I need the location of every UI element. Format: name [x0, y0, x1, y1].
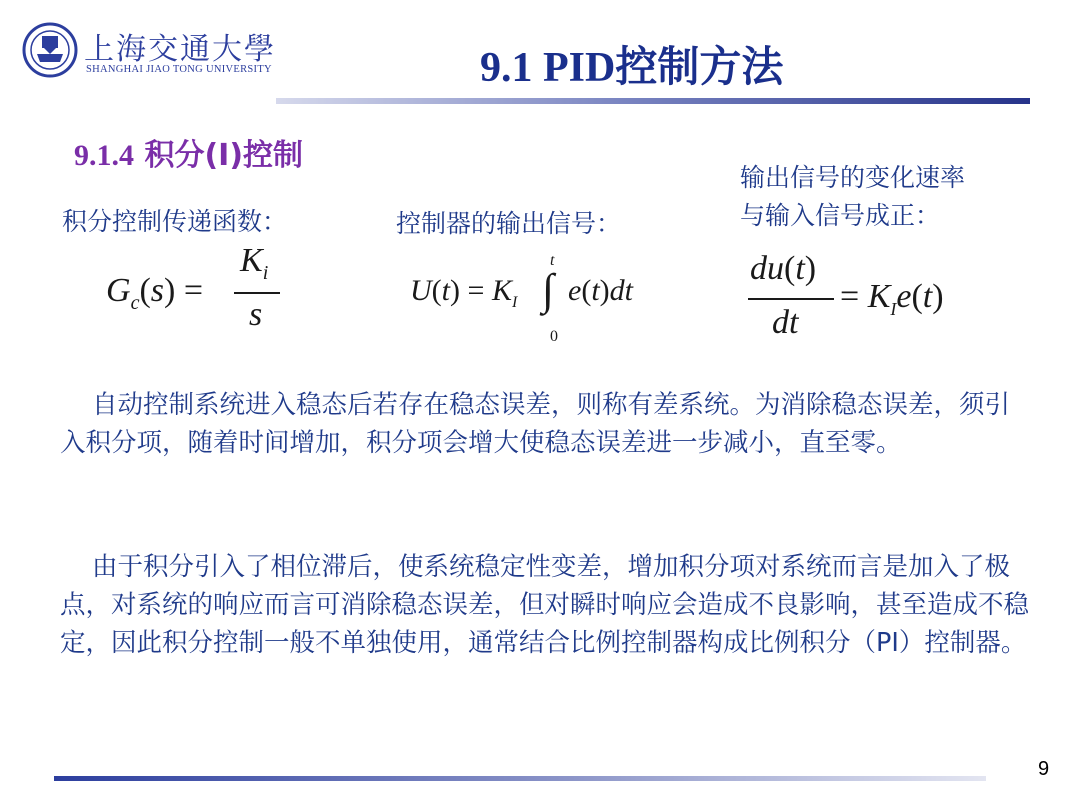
- page-title: 9.1 PID控制方法: [480, 45, 784, 91]
- transfer-function-label: 积分控制传递函数：: [62, 207, 288, 236]
- section-heading: [74, 130, 303, 174]
- transfer-function-formula: $G_c(s)$ = $K_i$ s: [106, 242, 296, 352]
- paragraph-phase-lag: 由于积分引入了相位滞后，使系统稳定性变差，增加积分项对系统而言是加入了极点，对系统的响应而言可消除稳态误差，但对瞬时响应会造成不良影响，甚至造成不稳定，因此积分控制一般不单独使用，通常结合比例控制器构成比例积分（PI）控制器。: [60, 552, 1030, 658]
- header-divider: [276, 98, 1030, 104]
- output-signal-formula: $U(t) = K_I$ t ∫ 0 e(t)dt: [410, 252, 634, 345]
- logo-english-text: SHANGHAI JIAO TONG UNIVERSITY: [86, 64, 272, 75]
- page-number: 9: [1038, 758, 1050, 780]
- rate-label-line2: 与输入信号成正：: [740, 201, 941, 230]
- rate-formula: du(t) dt = $K_Ie(t)$: [750, 250, 944, 341]
- university-emblem-icon: [22, 22, 78, 78]
- rate-label-line1: 输出信号的变化速率: [740, 163, 966, 192]
- footer-divider: [54, 776, 986, 781]
- paragraph-steady-state: 自动控制系统进入稳态后若存在稳态误差，则称有差系统。为消除稳态误差，须引入积分项，随着时间增加，积分项会增大使稳态误差进一步减小，直至零。: [60, 390, 1011, 458]
- section-title-text: 积分(I)控制: [144, 138, 304, 173]
- output-signal-label: 控制器的输出信号：: [396, 209, 622, 238]
- university-logo: [22, 22, 276, 80]
- section-number: 9.1.4: [74, 139, 134, 172]
- logo-chinese-text: 上海交通大學: [84, 32, 276, 67]
